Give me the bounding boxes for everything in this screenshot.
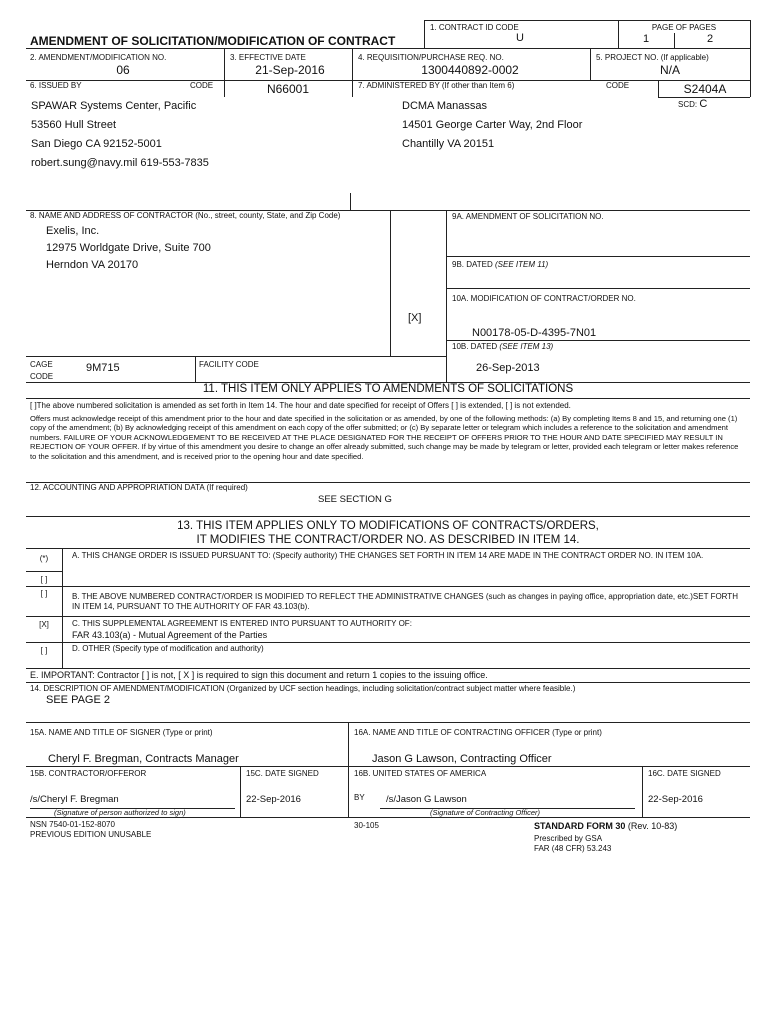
cage-code-label: CODE bbox=[30, 372, 54, 381]
item-15a-value: Cheryl F. Bregman, Contracts Manager bbox=[48, 753, 239, 765]
total-pages: 2 bbox=[706, 33, 714, 45]
item-13c-value: FAR 43.103(a) - Mutual Agreement of the Parties bbox=[72, 630, 268, 640]
item-13b-mark: [ ] bbox=[40, 589, 48, 598]
by-label: BY bbox=[354, 793, 365, 802]
item-13a-text: A. THIS CHANGE ORDER IS ISSUED PURSUANT TO: (Specify authority) THE CHANGES SET FORTH IN ITEM 14 ARE MADE IN THE CONTRACT ORDER NO. IN ITEM 10A. bbox=[72, 551, 704, 560]
item-10a-value: N00178-05-D-4395-7N01 bbox=[472, 327, 597, 339]
issuer-line-1: SPAWAR Systems Center, Pacific bbox=[31, 100, 197, 112]
item-13d-text: D. OTHER (Specify type of modification and authority) bbox=[72, 644, 264, 653]
contractor-line-2: 12975 Worldgate Drive, Suite 700 bbox=[46, 242, 211, 254]
item-14-label: 14. DESCRIPTION OF AMENDMENT/MODIFICATION (Organized by UCF section headings, including solicitation/contract subject matter where feasible.) bbox=[30, 684, 576, 693]
page-number: 1 bbox=[642, 33, 650, 45]
administered-by-label: 7. ADMINISTERED BY (If other than Item 6) bbox=[358, 81, 515, 90]
administrator-line-1: DCMA Manassas bbox=[402, 100, 487, 112]
contractor-date-signed: 22-Sep-2016 bbox=[246, 794, 301, 805]
item-9b-label: 9B. DATED (SEE ITEM 11) bbox=[452, 260, 549, 269]
item-11-first-line: [ ]The above numbered solicitation is amended as set forth in Item 14. The hour and date specified for receipt of Offers [ ] is extended, [ ] is not extended. bbox=[30, 401, 571, 410]
contractor-signature: /s/Cheryl F. Bregman bbox=[30, 794, 119, 805]
issued-by-label: 6. ISSUED BY bbox=[30, 81, 82, 90]
form-title: AMENDMENT OF SOLICITATION/MODIFICATION OF CONTRACT bbox=[30, 34, 396, 48]
item-13a-mark: (*) bbox=[39, 554, 49, 563]
requisition-label: 4. REQUISITION/PURCHASE REQ. NO. bbox=[358, 53, 504, 62]
contractor-label: 8. NAME AND ADDRESS OF CONTRACTOR (No., street, county, State, and Zip Code) bbox=[30, 211, 341, 220]
project-label: 5. PROJECT NO. (If applicable) bbox=[596, 53, 709, 62]
page-of-pages-label: PAGE OF PAGES bbox=[651, 23, 717, 32]
standard-form-name: STANDARD FORM 30 bbox=[534, 821, 626, 831]
previous-edition-note: PREVIOUS EDITION UNUSABLE bbox=[30, 830, 152, 839]
issued-code-label: CODE bbox=[190, 81, 214, 90]
contractor-line-1: Exelis, Inc. bbox=[46, 225, 100, 237]
facility-code-label: FACILITY CODE bbox=[199, 360, 259, 369]
item-12-label: 12. ACCOUNTING AND APPROPRIATION DATA (If required) bbox=[30, 483, 248, 492]
item-16b-label: 16B. UNITED STATES OF AMERICA bbox=[354, 769, 487, 778]
item-13d-mark: [ ] bbox=[40, 646, 48, 655]
scd-value: C bbox=[699, 98, 708, 110]
item-12-value: SEE SECTION G bbox=[318, 494, 392, 505]
item-13-heading-1: 13. THIS ITEM APPLIES ONLY TO MODIFICATIONS OF CONTRACTS/ORDERS, bbox=[177, 520, 599, 532]
administrator-line-2: 14501 George Carter Way, 2nd Floor bbox=[402, 119, 583, 131]
project-value: N/A bbox=[659, 63, 680, 77]
form-code: 30-105 bbox=[354, 821, 379, 830]
far-reference: FAR (48 CFR) 53.243 bbox=[534, 844, 612, 853]
item-16a-label: 16A. NAME AND TITLE OF CONTRACTING OFFICER (Type or print) bbox=[354, 728, 602, 737]
item-16a-value: Jason G Lawson, Contracting Officer bbox=[372, 753, 552, 765]
item-10b-value: 26-Sep-2013 bbox=[476, 362, 540, 374]
amendment-label: 2. AMENDMENT/MODIFICATION NO. bbox=[30, 53, 167, 62]
item-9a-label: 9A. AMENDMENT OF SOLICITATION NO. bbox=[452, 212, 604, 221]
contract-id-value: U bbox=[516, 32, 524, 44]
scd-label: SCD: C bbox=[678, 98, 708, 110]
item-10-checkbox: [X] bbox=[408, 312, 422, 324]
standard-form-rev: (Rev. 10-83) bbox=[627, 821, 678, 831]
item-14-value: SEE PAGE 2 bbox=[46, 694, 110, 706]
item-13c-mark: [X] bbox=[39, 620, 49, 629]
item-15b-label: 15B. CONTRACTOR/OFFEROR bbox=[30, 769, 147, 778]
item-10b-label: 10B. DATED (SEE ITEM 13) bbox=[452, 342, 554, 351]
contractor-signature-caption: (Signature of person authorized to sign) bbox=[54, 808, 186, 817]
contract-id-label: 1. CONTRACT ID CODE bbox=[430, 23, 519, 32]
prescribed-by: Prescribed by GSA bbox=[534, 834, 603, 843]
item-e-important: E. IMPORTANT: Contractor [ ] is not, [ X ] is required to sign this document and return 1 copies to the issuing office. bbox=[30, 670, 488, 680]
issuer-line-2: 53560 Hull Street bbox=[31, 119, 116, 131]
item-13-blank-mark: [ ] bbox=[40, 575, 48, 584]
standard-form-title bbox=[534, 821, 677, 831]
effective-date-value: 21-Sep-2016 bbox=[255, 63, 325, 77]
item-13b-text: B. THE ABOVE NUMBERED CONTRACT/ORDER IS MODIFIED TO REFLECT THE ADMINISTRATIVE CHANGES (such as changes in paying office, appropriation date, etc.)SET FORTH IN ITEM 14, PURSUANT TO THE AUTHORITY OF FAR 43.103(b). bbox=[72, 592, 738, 611]
item-15c-label: 15C. DATE SIGNED bbox=[246, 769, 319, 778]
amendment-value: 06 bbox=[116, 63, 130, 77]
issuer-line-3: San Diego CA 92152-5001 bbox=[31, 138, 162, 150]
officer-signature: /s/Jason G Lawson bbox=[386, 794, 467, 805]
administered-code-value: S2404A bbox=[683, 82, 727, 96]
administered-code-label: CODE bbox=[606, 81, 630, 90]
issuer-line-4: robert.sung@navy.mil 619-553-7835 bbox=[31, 157, 209, 169]
item-13c-text: C. THIS SUPPLEMENTAL AGREEMENT IS ENTERED INTO PURSUANT TO AUTHORITY OF: bbox=[72, 619, 412, 628]
officer-signature-caption: (Signature of Contracting Officer) bbox=[430, 808, 541, 817]
item-13-heading-2: IT MODIFIES THE CONTRACT/ORDER NO. AS DESCRIBED IN ITEM 14. bbox=[196, 534, 580, 546]
item-11-body: Offers must acknowledge receipt of this amendment prior to the hour and date specified in the solicitation or as amended, by one of the following methods: (a) By completing Items 8 and 15, and returning one (1) copy of the amendment; (b) By acknowledging receipt of this amendment on each copy of the offer submitted; or (c) By separate letter or telegram which includes a reference to the solicitation and amendment numbers. FAILURE OF YOUR ACKNOWLEDGEMENT TO BE RECEIVED AT THE PLACE DESIGNATED FOR THE RECEIPT OF OFFERS PRIOR TO THE HOUR AND DATE SPECIFIED MAY RESULT IN REJECTION OF YOUR OFFER. If by virtue of this amendment you desire to change an offer already submitted, such change may be made by telegram or letter, provided each telegram or letter makes reference to the solicitation and this amendment, and is received prior to the opening hour and date specified. bbox=[30, 414, 739, 461]
item-11-heading: 11. THIS ITEM ONLY APPLIES TO AMENDMENTS OF SOLICITATIONS bbox=[202, 383, 574, 395]
cage-value: 9M715 bbox=[86, 362, 120, 374]
effective-date-label: 3. EFFECTIVE DATE bbox=[230, 53, 306, 62]
item-16c-label: 16C. DATE SIGNED bbox=[648, 769, 721, 778]
officer-date-signed: 22-Sep-2016 bbox=[648, 794, 703, 805]
cage-label: CAGE bbox=[30, 360, 53, 369]
contractor-line-3: Herndon VA 20170 bbox=[46, 259, 139, 271]
nsn-number: NSN 7540-01-152-8070 bbox=[30, 820, 115, 829]
requisition-value: 1300440892-0002 bbox=[421, 63, 519, 77]
administrator-line-3: Chantilly VA 20151 bbox=[402, 138, 495, 150]
issued-code-value: N66001 bbox=[266, 82, 310, 96]
item-10a-label: 10A. MODIFICATION OF CONTRACT/ORDER NO. bbox=[452, 294, 636, 303]
item-15a-label: 15A. NAME AND TITLE OF SIGNER (Type or print) bbox=[30, 728, 213, 737]
